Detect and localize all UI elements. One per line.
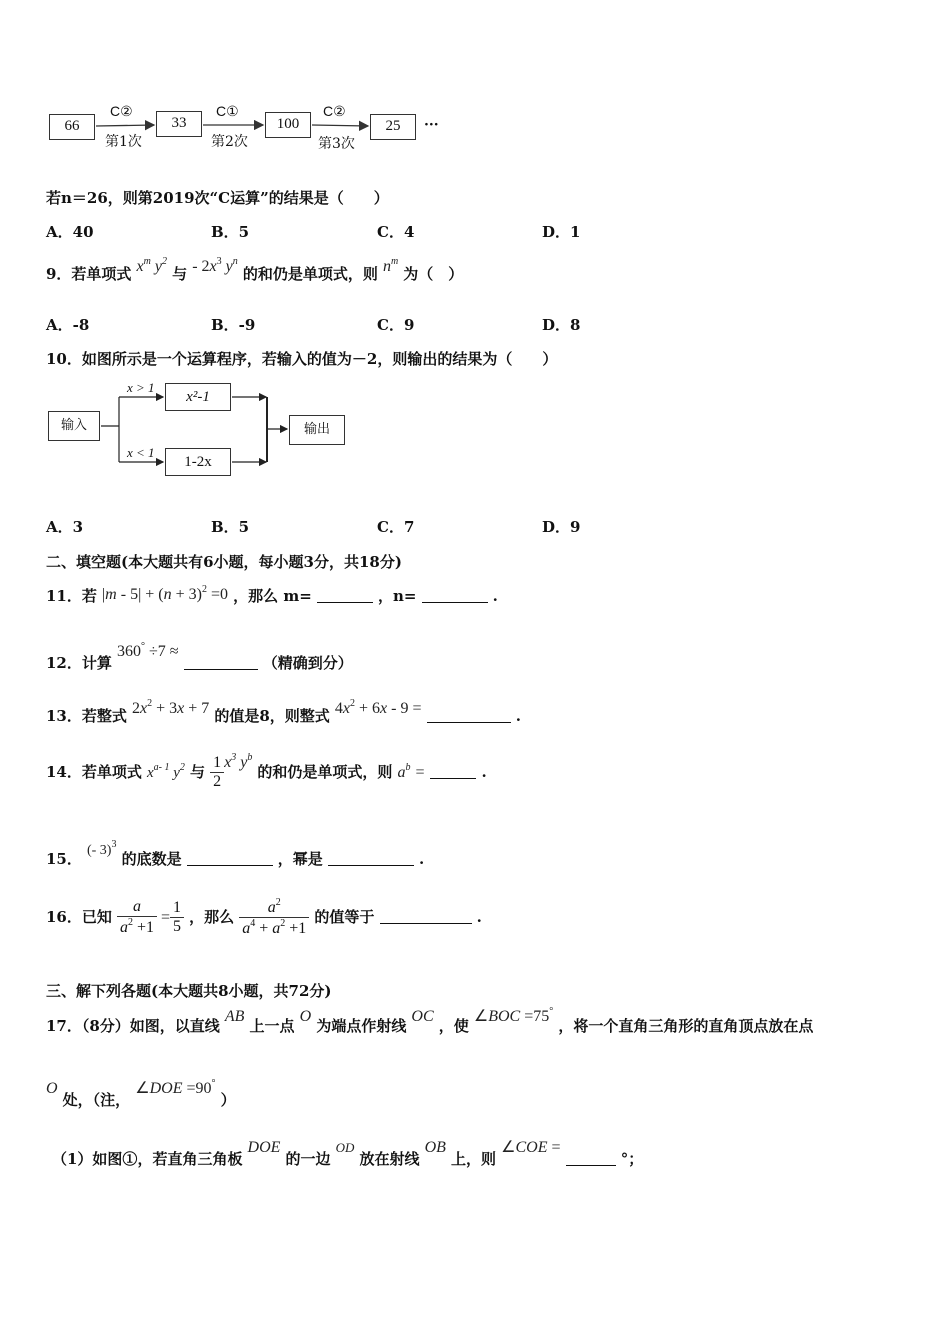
q10-expr-top: x²-1 bbox=[186, 389, 210, 405]
q17-line-1 bbox=[46, 1006, 813, 1036]
q11-suffix-b: ，n= bbox=[377, 587, 417, 605]
q10-cond-bottom: x < 1 bbox=[127, 445, 155, 460]
q14-blank[interactable] bbox=[430, 764, 476, 779]
q15-blank-base[interactable] bbox=[187, 851, 273, 866]
q16-fraction-1: $\frac{a}{a^2 +1}$ bbox=[117, 898, 157, 937]
q8-option-c: C．4 bbox=[377, 223, 415, 241]
q17-triangle-doe: DOE bbox=[247, 1139, 281, 1156]
q10-expr-bottom: 1-2x bbox=[184, 454, 212, 470]
flow-step-label-2: 第2次 bbox=[211, 134, 248, 150]
q14-suffix: 的和仍是单项式，则 bbox=[257, 763, 393, 781]
flow-step-label-3: 第3次 bbox=[318, 136, 355, 152]
q15-mid: 的底数是 bbox=[121, 850, 182, 868]
q15-mid2: ，幂是 bbox=[277, 850, 323, 868]
q17-sub1-d: 上，则 bbox=[451, 1150, 497, 1168]
q16-fraction-2: $\frac{1}{5}$ bbox=[170, 899, 184, 936]
q17-sub1-c: 放在射线 bbox=[359, 1150, 420, 1168]
q14-fraction: $\frac{1}{2}$ bbox=[210, 754, 224, 791]
q9-power: $n^m$ bbox=[382, 256, 399, 275]
q8-stem: 若n＝26，则第2019次“C运算”的结果是（ ） bbox=[46, 189, 389, 207]
q16-mid: ，那么 bbox=[189, 908, 235, 926]
q13-end: . bbox=[515, 707, 521, 725]
q10-flow-lines bbox=[0, 370, 360, 490]
flow-box-4: 25 bbox=[370, 114, 416, 140]
q17-ray-ob: OB bbox=[424, 1139, 446, 1156]
q11-line bbox=[46, 584, 498, 606]
q12-suffix: （精确到分） bbox=[262, 654, 353, 672]
q10-input-box: 输入 bbox=[48, 411, 100, 441]
q16-blank[interactable] bbox=[380, 909, 472, 924]
q14-monomial-2: $x^3$ $y^b$ bbox=[224, 752, 253, 771]
q14-monomial-1: $x^{a- 1}$ $y^2$ bbox=[146, 762, 185, 781]
q9-suffix: 的和仍是单项式，则 bbox=[242, 265, 378, 283]
q15-blank-power[interactable] bbox=[328, 851, 414, 866]
q17-line-2 bbox=[46, 1078, 236, 1110]
q17-sub1-b: 的一边 bbox=[285, 1150, 331, 1168]
q9-monomial-1: $x^m$ $y^2$ bbox=[136, 256, 167, 275]
q17-p3: 为端点作射线 bbox=[316, 1017, 407, 1035]
q10-option-d: D．9 bbox=[542, 518, 581, 536]
flow-box-1: 66 bbox=[49, 114, 95, 140]
q17-p6: 处，（注， bbox=[62, 1091, 131, 1109]
q13-mid: 的值是8，则整式 bbox=[214, 707, 330, 725]
q17-p5: ，将一个直角三角形的直角顶点放在点 bbox=[558, 1017, 814, 1035]
q10-option-b: B．5 bbox=[211, 518, 250, 536]
q17-sub1-e: °； bbox=[620, 1150, 644, 1168]
q17-point-o-2: O bbox=[46, 1080, 58, 1097]
q13-expr-2: $4x^2 + 6x - 9$ = bbox=[334, 698, 422, 717]
q9-option-b: B．-9 bbox=[211, 316, 256, 334]
q17-ray-oc: OC bbox=[411, 1008, 434, 1025]
q9-end: 为（ ） bbox=[403, 265, 464, 283]
q14-mid: 与 bbox=[190, 763, 206, 781]
q17-p2: 上一点 bbox=[249, 1017, 295, 1035]
q11-blank-n[interactable] bbox=[422, 588, 488, 603]
flow-box-2: 33 bbox=[156, 111, 202, 137]
q14-end: . bbox=[481, 763, 487, 781]
q15-expression: (- 3)$^3$ bbox=[86, 839, 117, 858]
q15-line bbox=[46, 839, 424, 869]
q12-prefix: 12．计算 bbox=[46, 654, 112, 672]
q10-output-box: 输出 bbox=[289, 415, 345, 445]
q10-option-c: C．7 bbox=[377, 518, 415, 536]
q15-prefix: 15． bbox=[46, 850, 82, 868]
q12-blank[interactable] bbox=[184, 655, 258, 670]
q13-line bbox=[46, 698, 521, 726]
q16-fraction-3: $\frac{a^2}{a^4 + a^2 +1}$ bbox=[239, 897, 309, 938]
q9-option-a: A．-8 bbox=[46, 316, 90, 334]
q12-expression: 360° ÷7 ≈ bbox=[116, 641, 179, 660]
q10-stem: 10．如图所示是一个运算程序，若输入的值为－2，则输出的结果为（ ） bbox=[46, 350, 558, 368]
q16-end: . bbox=[476, 908, 482, 926]
q12-line bbox=[46, 641, 353, 673]
q17-sub1-blank[interactable] bbox=[566, 1151, 616, 1166]
q17-p4: ，使 bbox=[438, 1017, 469, 1035]
q11-prefix: 11．若 bbox=[46, 587, 97, 605]
q17-p1: 17．（8分）如图，以直线 bbox=[46, 1017, 220, 1035]
q17-angle-boc: ∠BOC =75° bbox=[473, 1006, 554, 1025]
q9-mid: 与 bbox=[172, 265, 188, 283]
q9-option-c: C．9 bbox=[377, 316, 415, 334]
q8-option-a: A．40 bbox=[46, 223, 94, 241]
q13-expr-1: $2x^2 + 3x + 7$ bbox=[131, 698, 210, 717]
q13-prefix: 13．若整式 bbox=[46, 707, 127, 725]
section-2-heading: 二、填空题(本大题共有6小题，每小题3分，共18分) bbox=[46, 553, 402, 571]
q17-sub1 bbox=[52, 1137, 643, 1169]
flow-step-label-1: 第1次 bbox=[105, 134, 142, 150]
q11-equation: $|m - 5| + (n + 3)^2 =0$ bbox=[101, 584, 229, 603]
flow-box-3: 100 bbox=[265, 112, 311, 138]
q17-sub1-a: （1）如图①，若直角三角板 bbox=[52, 1150, 243, 1168]
q13-blank[interactable] bbox=[427, 708, 511, 723]
q17-point-o: O bbox=[299, 1008, 312, 1025]
q15-end: . bbox=[418, 850, 425, 868]
q9-option-d: D．8 bbox=[542, 316, 581, 334]
q11-blank-m[interactable] bbox=[317, 588, 373, 603]
q9-monomial-2: - $2x^3$ $y^n$ bbox=[192, 256, 238, 275]
q17-angle-doe: ∠DOE =90° bbox=[135, 1078, 216, 1097]
q8-option-d: D．1 bbox=[542, 223, 581, 241]
q14-prefix: 14．若单项式 bbox=[46, 763, 142, 781]
flow-op-label-1: C② bbox=[110, 103, 133, 119]
q11-end: . bbox=[492, 587, 498, 605]
q10-option-a: A．3 bbox=[46, 518, 84, 536]
q9-line bbox=[46, 256, 463, 284]
flow-ellipsis: ··· bbox=[424, 117, 439, 133]
q8-option-b: B．5 bbox=[211, 223, 250, 241]
section-3-heading: 三、解下列各题(本大题共8小题，共72分) bbox=[46, 982, 332, 1000]
q14-line bbox=[46, 752, 487, 791]
flow-op-label-2: C① bbox=[216, 103, 239, 119]
q9-prefix: 9．若单项式 bbox=[46, 265, 132, 283]
q17-angle-coe: ∠COE = bbox=[501, 1139, 561, 1156]
q14-power: $a^b$ = bbox=[397, 762, 426, 781]
q10-cond-top: x > 1 bbox=[127, 380, 155, 395]
q16-equals: = bbox=[157, 909, 171, 926]
q16-suffix: 的值等于 bbox=[314, 908, 375, 926]
q16-prefix: 16．已知 bbox=[46, 908, 112, 926]
q17-side-od: OD bbox=[335, 1140, 355, 1155]
q17-line-ab: AB bbox=[224, 1008, 245, 1025]
q16-line bbox=[46, 897, 482, 938]
q17-p7: ） bbox=[220, 1091, 236, 1109]
flow-op-label-3: C② bbox=[323, 103, 346, 119]
q11-suffix-a: ，那么 m= bbox=[233, 587, 312, 605]
